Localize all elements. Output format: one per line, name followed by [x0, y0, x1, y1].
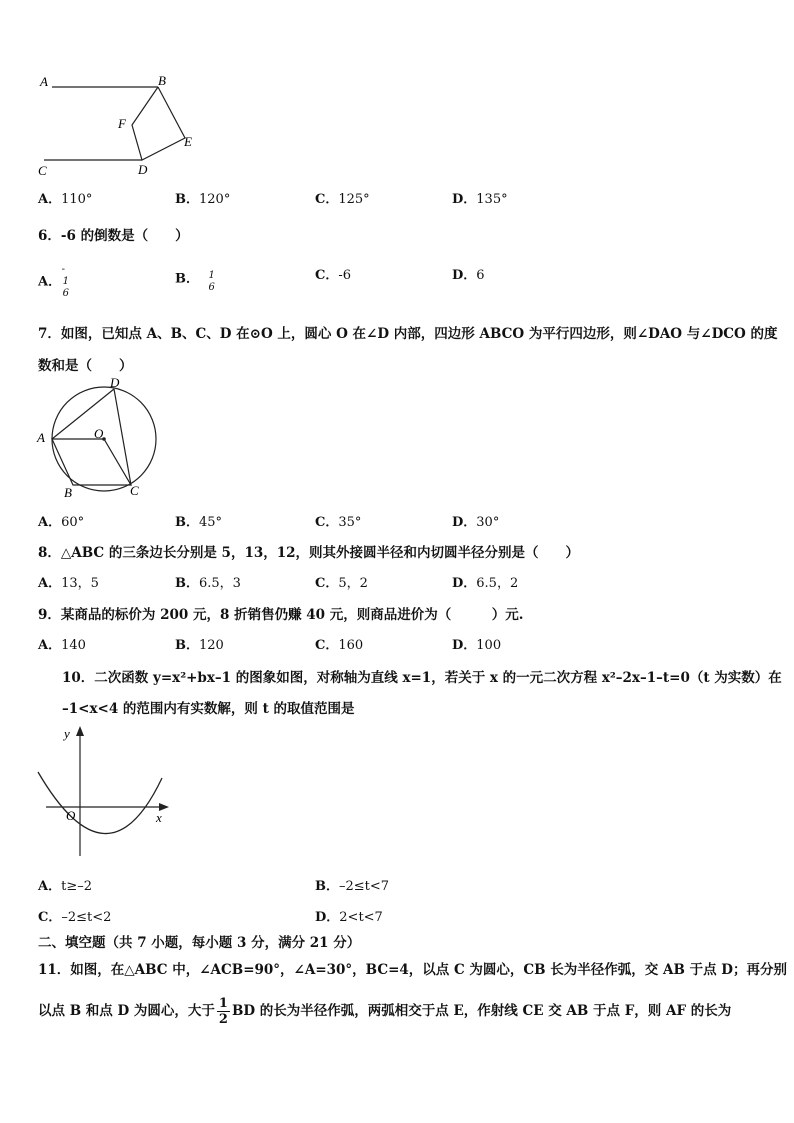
parabola [38, 772, 162, 834]
label-c: C [38, 163, 47, 178]
label-b: B [158, 73, 166, 88]
q9-option-d[interactable]: D．100 [452, 638, 502, 653]
q11-line2: 以点 B 和点 D 为圆心，大于 $\frac{1}{2}$ BD 的长为半径作弧，两弧相交于点 E，作射线 CE 交 AB 于点 F，则 AF 的长为 [38, 996, 732, 1027]
q10-option-d[interactable]: D．2<t<7 [315, 910, 383, 925]
q8-stem: 8．△ABC 的三条边长分别是 5，13，12，则其外接圆半径和内切圆半径分别是（ ） [38, 545, 580, 561]
q5-option-b[interactable]: B．120° [175, 192, 231, 207]
q9-option-c[interactable]: C．160 [315, 638, 364, 653]
label-o: O [66, 808, 76, 823]
q5-option-a[interactable]: A．110° [38, 192, 93, 207]
q8-option-d[interactable]: D．6.5，2 [452, 576, 519, 591]
label-d: D [110, 376, 120, 390]
q8-option-b[interactable]: B．6.5，3 [175, 576, 241, 591]
q10-option-a[interactable]: A．t≥–2 [38, 879, 92, 894]
q7-option-d[interactable]: D．30° [452, 515, 500, 530]
q11-fraction: $\frac{1}{2}$ [218, 996, 228, 1027]
q6-fraction-a: - 1 6 [61, 264, 69, 299]
label-a: A [37, 430, 45, 445]
q6-option-c[interactable]: C．-6 [315, 268, 352, 283]
q9-stem: 9．某商品的标价为 200 元，8 折销售仍赚 40 元，则商品进价为（ ）元. [38, 607, 524, 623]
q10-option-c[interactable]: C．–2≤t<2 [38, 910, 112, 925]
label-d: D [138, 162, 148, 177]
section-heading-fill-in: 二、填空题（共 7 小题，每小题 3 分，满分 21 分） [38, 935, 361, 951]
label-f: F [118, 116, 126, 131]
q7-stem-line2: 数和是（ ） [38, 358, 133, 374]
q6-option-d[interactable]: D．6 [452, 268, 485, 283]
q5-figure [30, 68, 205, 180]
label-x: x [156, 810, 162, 825]
segment-ad [52, 389, 114, 439]
label-a: A [40, 74, 48, 89]
q9-option-b[interactable]: B．120 [175, 638, 224, 653]
q6-stem: 6．-6 的倒数是（ ） [38, 228, 189, 244]
label-c: C [130, 483, 139, 498]
q7-stem-line1: 7．如图，已知点 A、B、C、D 在⊙O 上，圆心 O 在∠D 内部，四边形 ABCO 为平行四边形，则∠DAO 与∠DCO 的度 [38, 326, 778, 342]
q10-figure [30, 724, 180, 860]
label-e: E [184, 134, 192, 149]
y-axis-arrow [76, 726, 84, 736]
label-b: B [64, 485, 72, 500]
q10-stem-line2: –1<x<4 的范围内有实数解，则 t 的取值范围是 [62, 701, 355, 717]
q6-option-a[interactable]: A． - 1 6 [38, 264, 69, 299]
q10-option-b[interactable]: B．–2≤t<7 [315, 879, 390, 894]
label-y: y [64, 726, 70, 741]
q7-option-a[interactable]: A．60° [38, 515, 85, 530]
q11-line1: 11．如图，在△ABC 中，∠ACB=90°，∠A=30°，BC=4，以点 C 为圆心，CB 长为半径作弧，交 AB 于点 D；再分别 [38, 962, 787, 978]
label-o: O [94, 426, 104, 441]
q10-stem-line1: 10．二次函数 y=x²+bx–1 的图象如图，对称轴为直线 x=1，若关于 x 的一元二次方程 x²–2x–1–t=0（t 为实数）在 [62, 670, 782, 686]
q6-option-b[interactable]: B． 1 6 [175, 270, 215, 293]
q7-figure [34, 376, 164, 500]
parallelogram-abco [52, 439, 131, 485]
q5-option-c[interactable]: C．125° [315, 192, 370, 207]
q8-option-a[interactable]: A．13，5 [38, 576, 99, 591]
q7-option-b[interactable]: B．45° [175, 515, 223, 530]
q5-option-d[interactable]: D．135° [452, 192, 508, 207]
quad-bfde [132, 87, 185, 160]
q7-option-c[interactable]: C．35° [315, 515, 362, 530]
q9-option-a[interactable]: A．140 [38, 638, 86, 653]
q8-option-c[interactable]: C．5，2 [315, 576, 368, 591]
q6-fraction-b: 1 6 [208, 270, 215, 293]
